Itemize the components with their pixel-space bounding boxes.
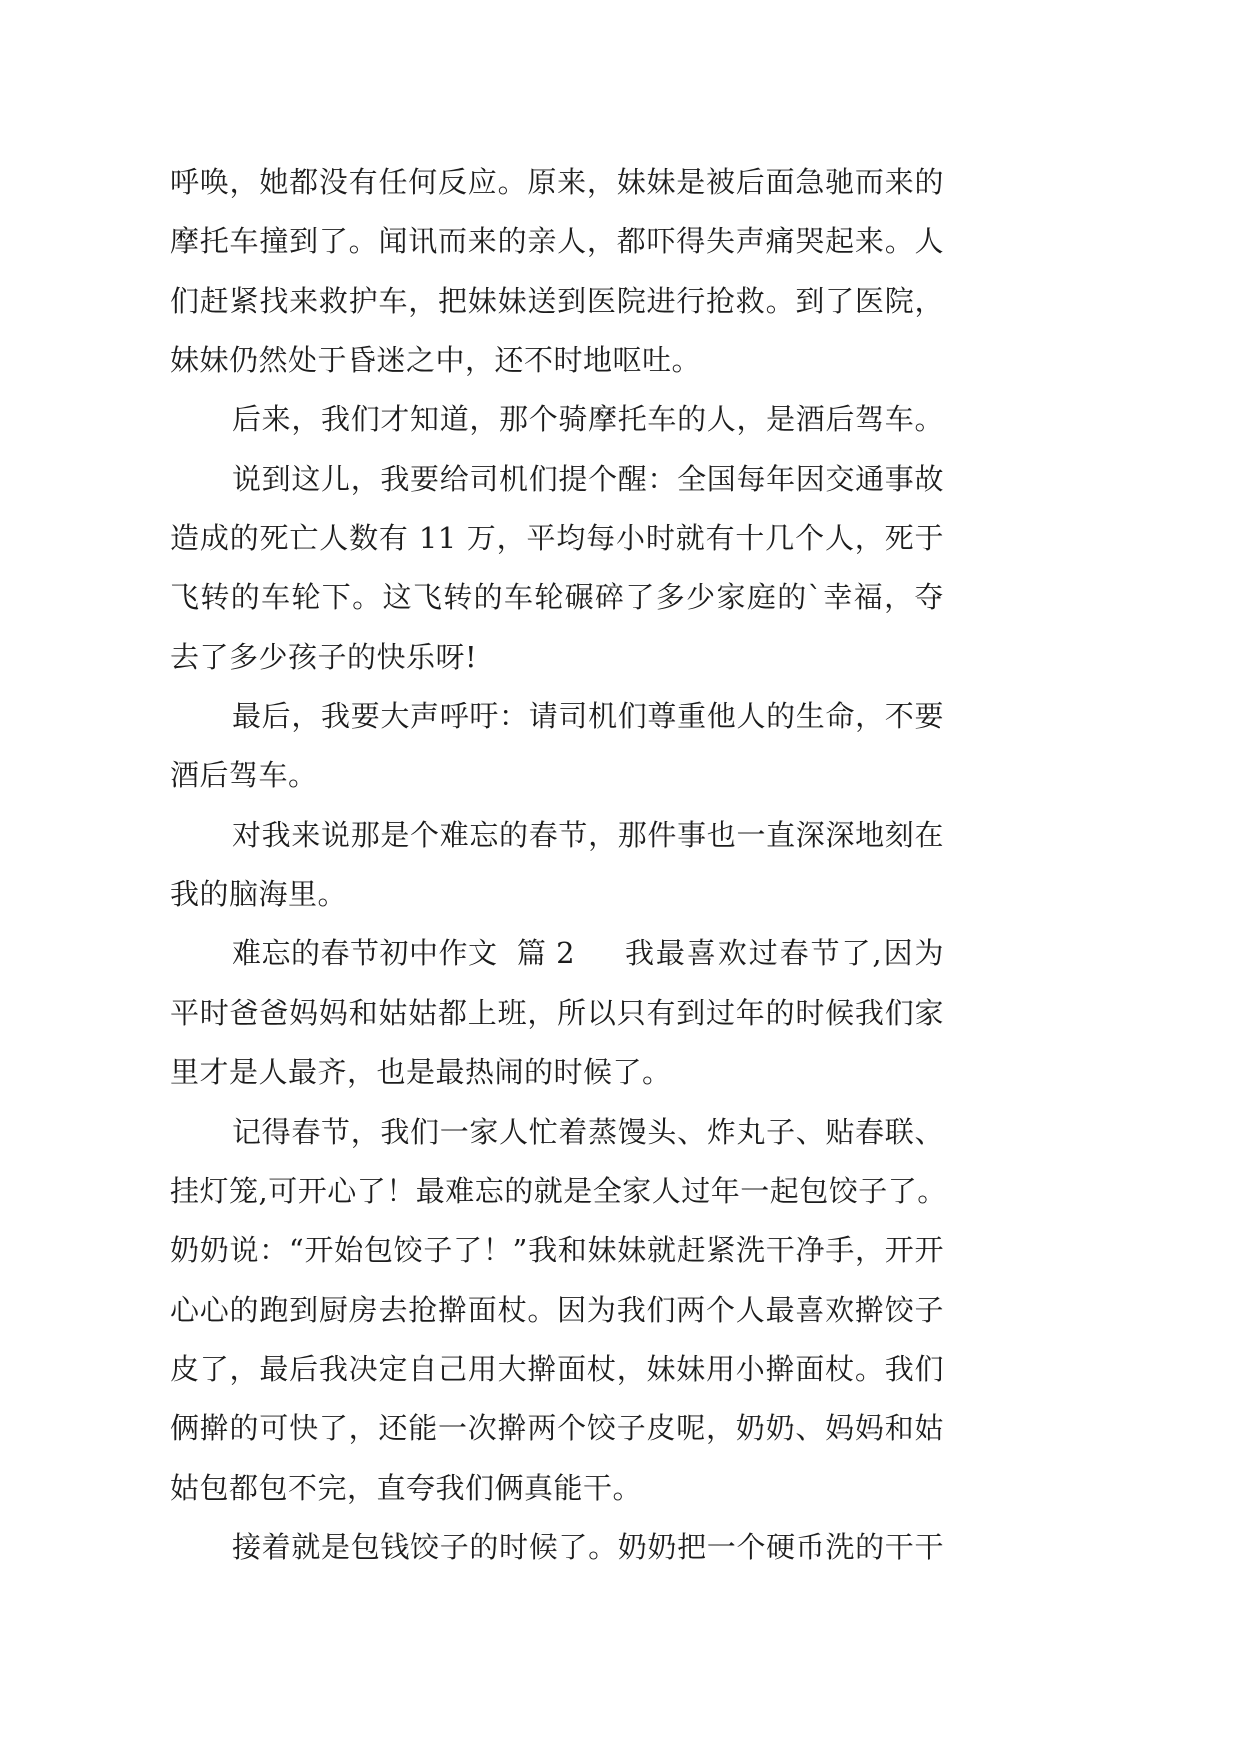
text-line: 我最喜欢过春节了,因为 (625, 936, 944, 971)
text-line: 说到这儿，我要给司机们提个醒：全国每年因交通事故 (232, 461, 944, 496)
text-line: 造成的死亡人数有 11 万，平均每小时就有十几个人，死于 (170, 521, 944, 556)
body-text (170, 153, 947, 1577)
text-line: 最后，我要大声呼吁：请司机们尊重他人的生命，不要 (232, 699, 944, 734)
text-line: 们赶紧找来救护车，把妹妹送到医院进行抢救。到了医院， (170, 283, 944, 318)
text-line: 接着就是包钱饺子的时候了。奶奶把一个硬币洗的干干 (232, 1529, 944, 1564)
text-line: 我的脑海里。 (170, 877, 348, 912)
section-heading: 难忘的春节初中作文 篇 2 (232, 936, 576, 971)
text-line: 酒后驾车。 (170, 758, 318, 793)
text-line: 呼唤，她都没有任何反应。原来，妹妹是被后面急驰而来的 (170, 165, 944, 199)
text-line: 摩托车撞到了。闻讯而来的亲人，都吓得失声痛哭起来。人 (170, 224, 944, 259)
text-line: 妹妹仍然处于昏迷之中，还不时地呕吐。 (170, 343, 702, 378)
text-line: 对我来说那是个难忘的春节，那件事也一直深深地刻在 (232, 817, 944, 852)
text-line: 姑包都包不完，直夸我们俩真能干。 (170, 1470, 643, 1505)
text-line: 平时爸爸妈妈和姑姑都上班，所以只有到过年的时候我们家 (170, 995, 944, 1030)
section-heading-line (170, 924, 944, 983)
text-line: 后来，我们才知道，那个骑摩托车的人，是酒后驾车。 (232, 402, 944, 437)
text-line: 飞转的车轮下。这飞转的车轮碾碎了多少家庭的`幸福，夺 (170, 580, 944, 615)
text-line: 心心的跑到厨房去抢擀面杖。因为我们两个人最喜欢擀饺子 (170, 1292, 944, 1327)
text-line: 里才是人最齐，也是最热闹的时候了。 (170, 1055, 672, 1090)
text-line: 俩擀的可快了，还能一次擀两个饺子皮呢，奶奶、妈妈和姑 (170, 1411, 944, 1446)
text-line: 奶奶说：“开始包饺子了！”我和妹妹就赶紧洗干净手，开开 (170, 1233, 944, 1268)
text-line: 挂灯笼,可开心了！最难忘的就是全家人过年一起包饺子了。 (170, 1173, 947, 1208)
text-line: 记得春节，我们一家人忙着蒸馒头、炸丸子、贴春联、 (232, 1114, 944, 1149)
text-line: 皮了，最后我决定自己用大擀面杖，妹妹用小擀面杖。我们 (170, 1351, 944, 1386)
text-line: 去了多少孩子的快乐呀! (170, 639, 478, 674)
